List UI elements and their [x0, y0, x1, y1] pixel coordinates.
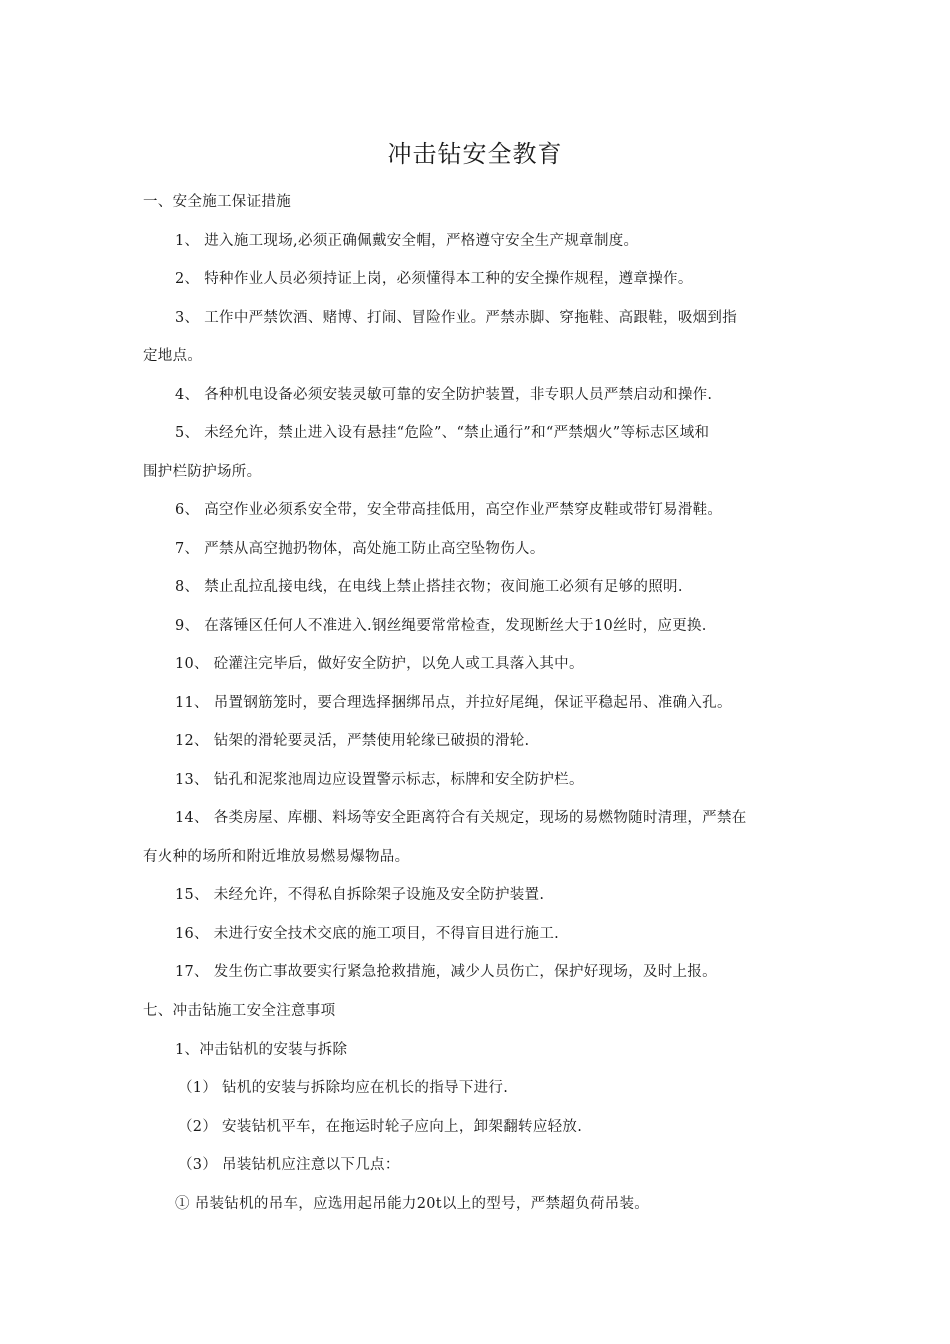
list-item: 15、 未经允许，不得私自拆除架子设施及安全防护装置. [175, 887, 545, 903]
list-item: 11、 吊置钢筋笼时，要合理选择捆绑吊点，并拉好尾绳，保证平稳起吊、准确入孔。 [175, 695, 732, 711]
list-item-continuation: 有火种的场所和附近堆放易燃易爆物品。 [143, 849, 410, 865]
list-item: 14、 各类房屋、库棚、料场等安全距离符合有关规定，现场的易燃物随时清理，严禁在 [175, 810, 747, 826]
list-item: 17、 发生伤亡事故要实行紧急抢救措施，减少人员伤亡，保护好现场，及时上报。 [175, 964, 717, 980]
list-item: 4、 各种机电设备必须安装灵敏可靠的安全防护装置，非专职人员严禁启动和操作. [175, 387, 713, 403]
list-item-continuation: 围护栏防护场所。 [143, 464, 262, 480]
list-item: 6、 高空作业必须系安全带，安全带高挂低用，高空作业严禁穿皮鞋或带钉易滑鞋。 [175, 502, 723, 518]
list-item: （1） 钻机的安装与拆除均应在机长的指导下进行. [178, 1080, 509, 1096]
section-heading: 一、安全施工保证措施 [143, 194, 291, 210]
list-item: 10、 砼灌注完毕后，做好安全防护，以免人或工具落入其中。 [175, 656, 584, 672]
list-item: 1、 进入施工现场,必须正确佩戴安全帽，严格遵守安全生产规章制度。 [175, 233, 639, 249]
list-item: 8、 禁止乱拉乱接电线，在电线上禁止搭挂衣物；夜间施工必须有足够的照明. [175, 579, 683, 595]
list-item: 13、 钻孔和泥浆池周边应设置警示标志，标牌和安全防护栏。 [175, 772, 584, 788]
list-item: （2） 安装钻机平车，在拖运时轮子应向上，卸架翻转应轻放. [178, 1119, 583, 1135]
list-item: ① 吊装钻机的吊车，应选用起吊能力20t以上的型号，严禁超负荷吊装。 [175, 1196, 650, 1212]
document-title: 冲击钻安全教育 [387, 140, 563, 168]
list-item: 9、 在落锤区任何人不准进入.钢丝绳要常常检查，发现断丝大于10丝时，应更换. [175, 618, 707, 634]
list-item: 3、 工作中严禁饮酒、赌博、打闹、冒险作业。严禁赤脚、穿拖鞋、高跟鞋，吸烟到指 [175, 310, 738, 326]
list-item: 12、 钻架的滑轮要灵活，严禁使用轮缘已破损的滑轮. [175, 733, 530, 749]
subsection-heading: 1、冲击钻机的安装与拆除 [175, 1042, 348, 1058]
section-heading: 七、冲击钻施工安全注意事项 [143, 1003, 336, 1019]
list-item: 2、 特种作业人员必须持证上岗，必须懂得本工种的安全操作规程，遵章操作。 [175, 271, 693, 287]
list-item: （3） 吊装钻机应注意以下几点： [178, 1157, 400, 1173]
list-item-continuation: 定地点。 [143, 348, 203, 364]
list-item: 5、 未经允许，禁止进入设有悬挂“危险”、“禁止通行”和“严禁烟火”等标志区域和 [175, 425, 710, 441]
list-item: 16、 未进行安全技术交底的施工项目，不得盲目进行施工. [175, 926, 560, 942]
list-item: 7、 严禁从高空抛扔物体，高处施工防止高空坠物伤人。 [175, 541, 545, 557]
